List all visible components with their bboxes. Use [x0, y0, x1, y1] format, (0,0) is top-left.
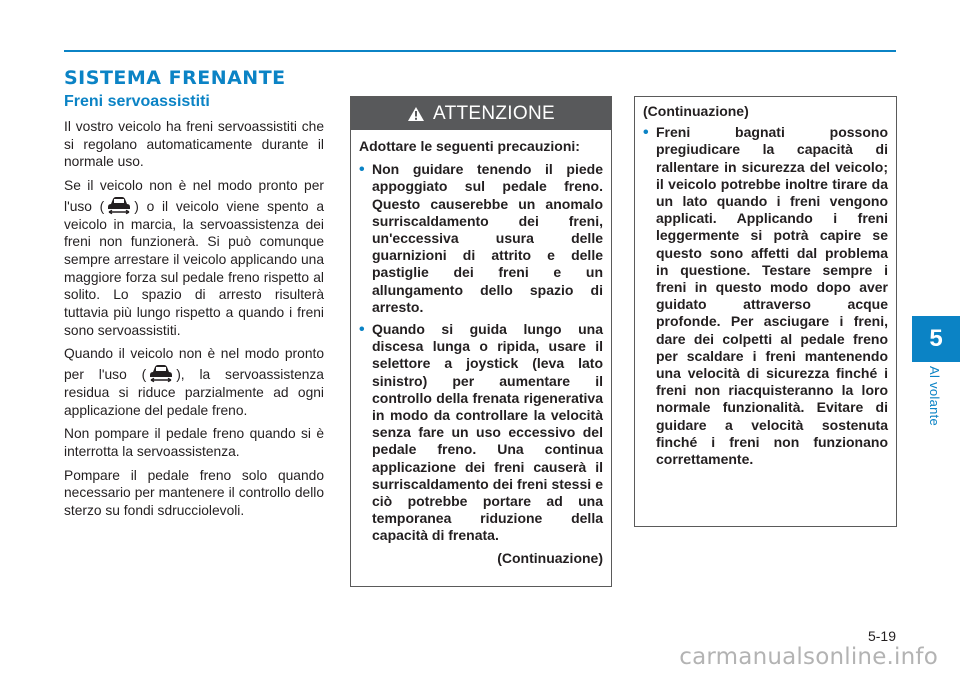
paragraph-4: Non pompare il pedale freno quando si è interrotta la servoassistenza. [64, 426, 324, 459]
paragraph-3 [64, 345, 324, 419]
paragraph-2 [64, 177, 324, 339]
paragraph-1: Il vostro veicolo ha freni servoassistiti che si regolano automaticamente durante il normale uso. [64, 119, 324, 170]
continuation-body [635, 97, 896, 468]
subsection-title: Freni servoassistiti [64, 93, 210, 110]
watermark[interactable]: carmanualsonline.info [679, 644, 938, 670]
top-rule [64, 50, 896, 52]
warning-intro: Adottare le seguenti precauzioni: [359, 138, 580, 154]
paragraph-5: Pompare il pedale freno solo quando necessario per mantenere il controllo dello sterzo su fondi sdrucciolevoli. [64, 467, 324, 519]
car-ready-icon [146, 363, 176, 383]
warning-list [359, 161, 603, 544]
continuation-bullet-1: • Freni bagnati possono pregiudicare la capacità di rallentare in sicurezza del veicolo; il veicolo potrebbe inoltre tirare da un lato quando i freni vengono applicati. Applicando i freni leggermente si potrà capire se questo sono affetti dal problema in questione. Testare sempre i freni in questo modo dopo aver guidato attraverso acque profonde. Per asciugare i freni, dare dei colpetti al pedale freno per scaldare i freni mantenendo una velocità di sicurezza finché i freni non riacquisteranno la loro normale funzionalità. Evitare di guidare a velocità sostenuta finché i freni non funzionano correttamente. [643, 124, 888, 468]
paragraph-3-start: Quando il veicolo non è nel modo pronto per l'uso ( [64, 346, 324, 383]
car-ready-icon [104, 195, 134, 215]
continuation-box [634, 96, 897, 527]
warning-box [350, 96, 612, 587]
warning-header [351, 97, 611, 130]
continued-label: (Continuazione) [497, 549, 603, 566]
page-number: 5-19 [867, 628, 896, 644]
warning-bullet-1: • Non guidare tenendo il piede appoggiato sul pedale freno. Questo causerebbe un anomalo surriscaldamento dei freni, un'eccessiva usura delle guarnizioni di attrito e delle pastiglie dei freni e un allungamento dello spazio di arresto. [359, 161, 603, 316]
body-column [64, 118, 324, 526]
warning-body [351, 130, 611, 567]
paragraph-3-end: ), la servoassistenza residua si riduce parzialmente ad ogni applicazione del pedale freno. [64, 367, 324, 418]
warning-header-label: ATTENZIONE [433, 102, 555, 124]
paragraph-2-start: Se il veicolo non è nel modo pronto per l'uso ( [64, 178, 324, 214]
continuation-heading: (Continuazione) [643, 103, 749, 119]
chapter-tab: 5 [912, 316, 960, 362]
paragraph-2-end: ) o il veicolo viene spento a veicolo in marcia, la servoassistenza dei freni non funzionerà. Si può comunque sempre arrestare il veicolo applicando una maggiore forza sul pedale freno rispetto al solito. Lo spazio di arresto risulterà tuttavia più lungo rispetto a quando i freni sono servoassistiti. [64, 198, 324, 338]
section-title: SISTEMA FRENANTE [64, 67, 286, 89]
chapter-label: Al volante [927, 366, 942, 427]
continuation-list [643, 124, 888, 468]
warning-bullet-2: • Quando si guida lungo una discesa lunga o ripida, usare il selettore a joystick (leva lato sinistro) per aumentare il controllo della frenata rigenerativa in modo da controllare la velocità senza fare un uso eccessivo del pedale freno. Una continua applicazione dei freni causerà il surriscaldamento dei freni stessi e ciò potrebbe portare ad una temporanea riduzione della capacità di frenata. [359, 321, 603, 545]
warning-triangle-icon [407, 106, 425, 122]
